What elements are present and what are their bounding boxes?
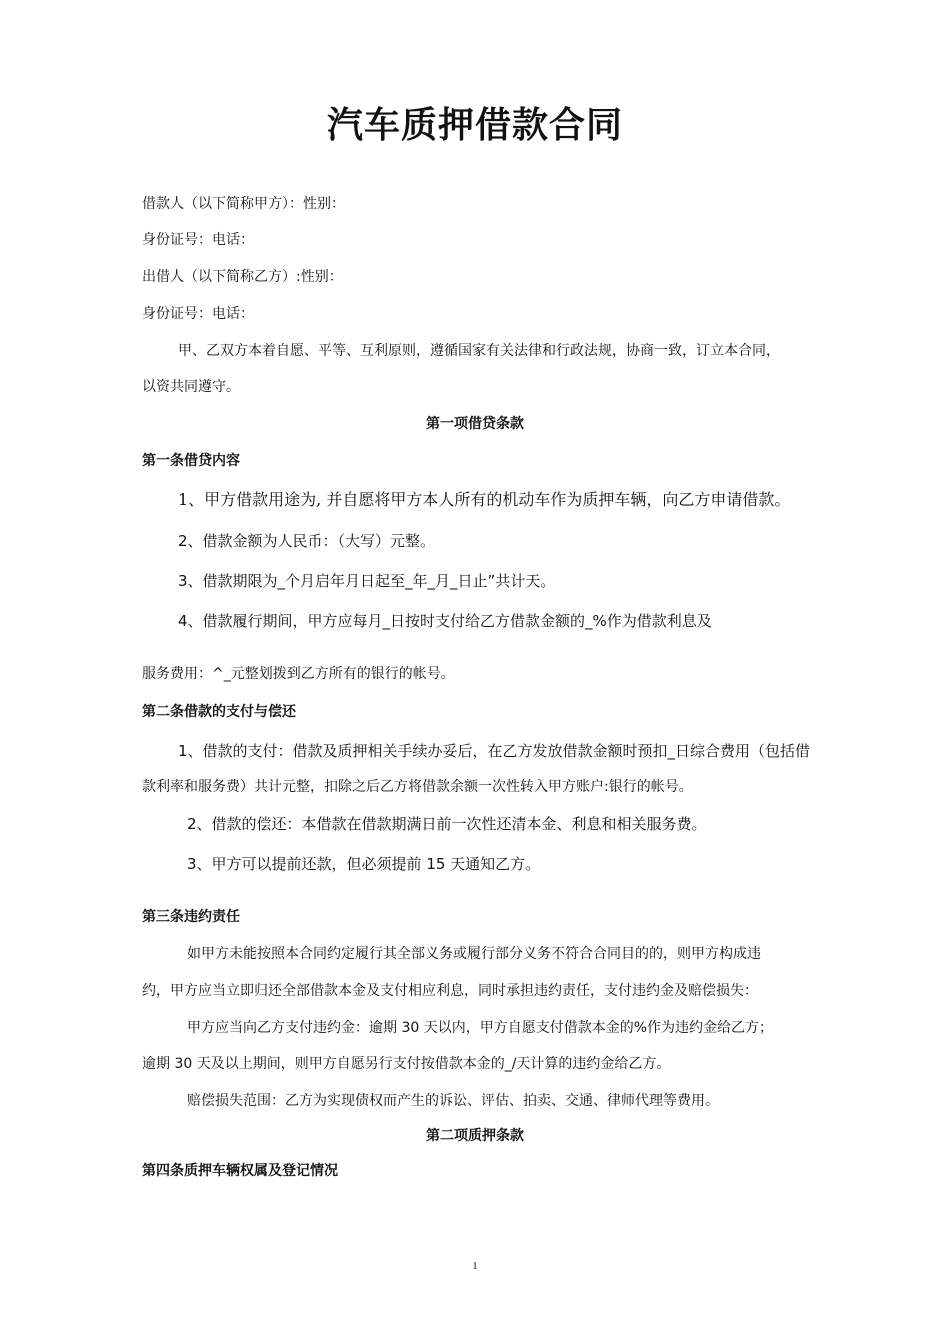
- article2-item1-line1: 1、借款的支付：借款及质押相关手续办妥后，在乙方发放借款金额时预扣_日综合费用（包括借: [178, 742, 811, 760]
- borrower-line: 借款人（以下简称甲方）：性别：: [142, 196, 345, 212]
- article2-item2: 2、借款的偿还：本借款在借款期满日前一次性还清本金、利息和相关服务费。: [187, 815, 707, 833]
- section1-heading: 第一项借贷条款: [426, 416, 524, 432]
- page-number: 1: [472, 1261, 478, 1272]
- article3-heading: 第三条违约责任: [142, 909, 240, 925]
- article1-item1: 1、甲方借款用途为, 并自愿将甲方本人所有的机动车作为质押车辆，向乙方申请借款。: [178, 490, 791, 509]
- article3-para1-line1: 如甲方未能按照本合同约定履行其全部义务或履行部分义务不符合合同目的的，则甲方构成违: [187, 946, 761, 962]
- article2-item3: 3、甲方可以提前还款，但必须提前 15 天通知乙方。: [187, 855, 541, 873]
- lender-id-line: 身份证号：电话：: [142, 306, 254, 322]
- document-title: 汽车质押借款合同: [326, 105, 623, 146]
- borrower-id-line: 身份证号：电话：: [142, 232, 254, 248]
- article1-item2: 2、借款金额为人民币：（大写）元整。: [178, 532, 436, 550]
- article1-heading: 第一条借贷内容: [142, 453, 240, 469]
- intro-paragraph-line2: 以资共同遵守。: [142, 379, 240, 395]
- article3-para2-line1: 甲方应当向乙方支付违约金：逾期 30 天以内，甲方自愿支付借款本金的%作为违约金给乙方；: [187, 1020, 774, 1036]
- article1-item4: 4、借款履行期间，甲方应每月_日按时支付给乙方借款金额的_%作为借款利息及: [178, 612, 712, 630]
- article4-heading: 第四条质押车辆权属及登记情况: [142, 1163, 338, 1179]
- section2-heading: 第二项质押条款: [426, 1128, 524, 1144]
- article3-para3: 赔偿损失范围：乙方为实现债权而产生的诉讼、评估、拍卖、交通、律师代理等费用。: [187, 1093, 719, 1109]
- intro-paragraph-line1: 甲、乙双方本着自愿、平等、互利原则，遵循国家有关法律和行政法规，协商一致，订立本合同，: [178, 343, 780, 359]
- article2-heading: 第二条借款的支付与偿还: [142, 704, 296, 720]
- article2-item1-line2: 款利率和服务费）共计元整，扣除之后乙方将借款余额一次性转入甲方账户:银行的帐号。: [142, 779, 693, 795]
- lender-line: 出借人（以下简称乙方）:性别：: [142, 269, 343, 285]
- article3-para2-line2: 逾期 30 天及以上期间，则甲方自愿另行支付按借款本金的_/天计算的违约金给乙方。: [142, 1056, 671, 1072]
- article3-para1-line2: 约，甲方应当立即归还全部借款本金及支付相应利息，同时承担违约责任，支付违约金及赔偿损失：: [142, 983, 758, 999]
- article1-item4-continued: 服务费用：^_元整划拨到乙方所有的银行的帐号。: [142, 666, 455, 682]
- article1-item3: 3、借款期限为_个月启年月日起至_年_月_日止”共计天。: [178, 572, 556, 590]
